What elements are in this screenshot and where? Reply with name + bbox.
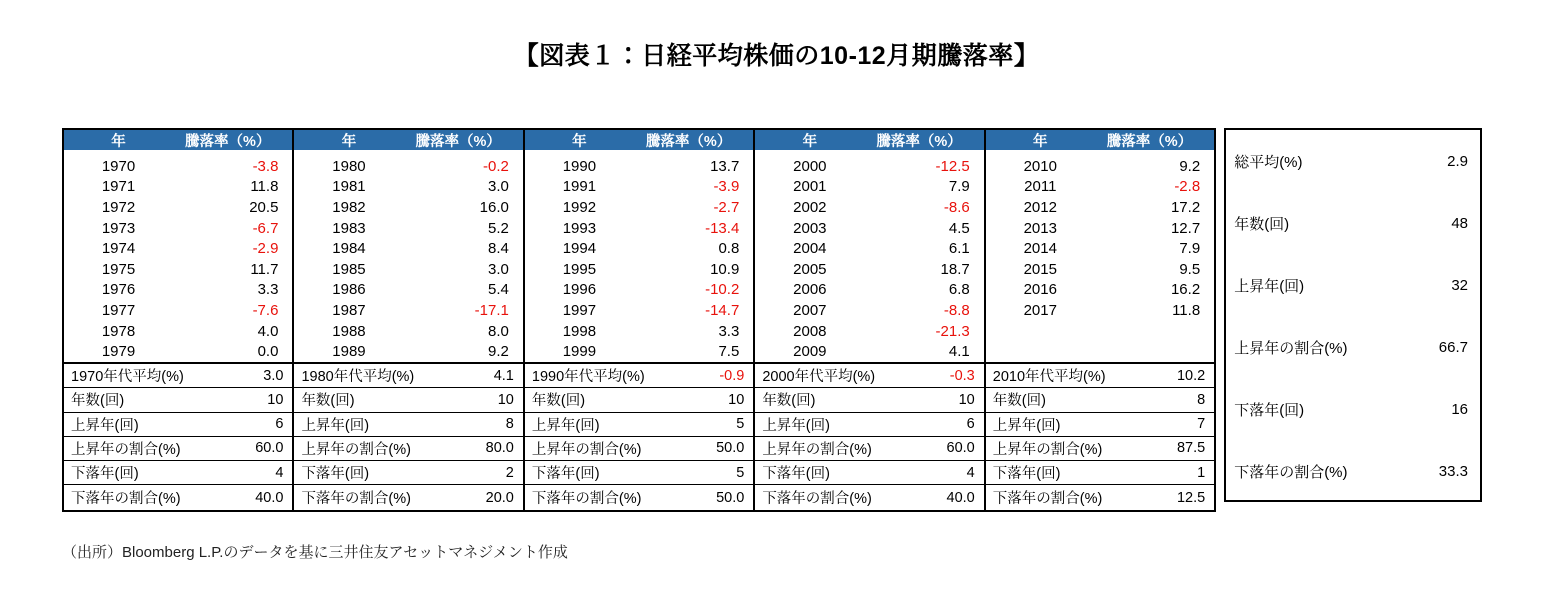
table-row [986,238,1214,259]
header-rate: 騰落率（%） [1106,133,1193,150]
summary-row [294,485,522,509]
cell-year: 2007 [793,301,827,319]
cell-year: 1982 [332,198,366,216]
cell-rate: -21.3 [935,322,970,340]
total-row [1226,316,1480,378]
cell-rate: 8.4 [488,240,509,258]
cell-rate: 9.2 [488,343,509,361]
summary-value: 10 [497,391,514,408]
total-value: 66.7 [1438,338,1468,356]
summary-value: 2 [505,464,514,481]
decade-column [294,130,524,362]
header-rate: 騰落率（%） [645,133,732,150]
cell-year: 1973 [101,219,136,237]
summary-value: 10 [267,391,284,408]
summary-value: 4 [966,464,975,481]
table-row [294,321,522,342]
cell-year: 1978 [101,322,136,340]
summary-value: 10.2 [1176,367,1206,384]
summary-label: 下落年(回) [992,466,1061,483]
cell-rate: 11.8 [1172,301,1201,319]
total-value: 32 [1451,276,1468,294]
cell-rate: 16.0 [479,198,509,216]
table-row [755,238,983,259]
cell-year: 2004 [793,240,827,258]
summary-label: 2010年代平均(%) [992,369,1106,386]
summary-label: 1970年代平均(%) [71,369,184,386]
total-label: 総平均(%) [1234,153,1303,171]
cell-rate: 3.0 [488,260,509,278]
summary-label: 年数(回) [762,393,816,410]
cell-rate: 5.2 [488,219,509,237]
cell-rate: 13.7 [710,157,740,175]
total-value: 48 [1451,214,1468,232]
cell-year: 2003 [793,219,827,237]
cell-year: 1987 [332,301,366,319]
summary-label: 下落年(回) [71,466,139,483]
cell-year: 1970 [101,157,136,175]
summary-row [755,461,983,485]
header-rate: 騰落率（%） [185,133,271,150]
summary-row [986,461,1214,485]
summary-row [64,364,292,388]
cell-year: 1988 [332,322,366,340]
table-row [294,341,522,362]
summary-label: 1990年代平均(%) [531,369,645,386]
table-row [525,321,753,342]
summary-row [986,388,1214,412]
cell-rate: 17.2 [1170,198,1201,216]
cell-year: 2002 [793,198,827,216]
cell-year: 1972 [101,198,136,216]
summary-row [294,388,522,412]
cell-year: 1981 [332,178,366,196]
summary-label: 下落年の割合(%) [71,491,181,508]
column-header [755,130,983,150]
summary-label: 下落年の割合(%) [531,491,642,508]
cell-rate: 3.0 [488,178,509,196]
summary-value: 5 [736,464,745,481]
table-row [64,218,292,239]
summary-column [525,364,755,510]
summary-value: 60.0 [946,440,975,457]
cell-year: 1980 [332,157,366,175]
total-value: 33.3 [1438,462,1468,480]
cell-year: 2010 [1023,157,1057,175]
cell-rate: 6.8 [948,281,970,299]
summary-value: 8 [1197,391,1206,408]
cell-year: 1995 [562,260,597,278]
table-row [294,218,522,239]
summary-value: 10 [728,391,745,408]
table-row [294,259,522,280]
header-year: 年 [111,133,126,150]
summary-row [294,364,522,388]
summary-row [525,485,753,509]
table-row [755,218,983,239]
summary-row [525,437,753,461]
header-year: 年 [572,133,587,150]
table-row [755,177,983,198]
total-label: 年数(回) [1234,215,1290,233]
summary-column [755,364,985,510]
cell-rate: -2.7 [713,198,740,216]
summary-label: 上昇年(回) [301,417,370,434]
table-row [986,218,1214,239]
cell-year: 2005 [793,260,827,278]
summary-value: 80.0 [485,440,514,457]
table-row [986,156,1214,177]
summary-label: 上昇年(回) [762,417,830,434]
summary-label: 年数(回) [71,393,125,410]
cell-year: 1976 [101,281,136,299]
summary-label: 上昇年(回) [71,417,139,434]
cell-year: 1997 [562,301,597,319]
column-header [986,130,1214,150]
column-header [64,130,292,150]
decade-column [755,130,985,362]
summary-value: 40.0 [946,489,975,506]
summary-value: 20.0 [485,489,514,506]
table-row [755,259,983,280]
total-row [1226,130,1480,192]
summary-label: 1980年代平均(%) [301,369,415,386]
decade-column [525,130,755,362]
table-row [755,341,983,362]
cell-rate: 6.1 [948,240,970,258]
summary-value: 40.0 [255,489,284,506]
table-row [294,238,522,259]
header-year: 年 [341,133,357,150]
cell-year: 2017 [1023,301,1057,319]
summary-value: -0.3 [949,367,975,384]
summary-label: 下落年の割合(%) [301,491,411,508]
summary-value: 1 [1197,464,1206,481]
cell-year: 2009 [793,343,827,361]
cell-year: 1992 [562,198,597,216]
summary-label: 上昇年(回) [531,417,600,434]
table-row [64,300,292,321]
summary-row [986,413,1214,437]
cell-year: 1996 [562,281,597,299]
column-header [294,130,522,150]
source-note: （出所）Bloomberg L.P.のデータを基に三井住友アセットマネジメント作成 [62,544,568,561]
cell-year: 1994 [562,240,597,258]
table-row [294,197,522,218]
table-row [986,259,1214,280]
summary-row [294,437,522,461]
table-row [986,197,1214,218]
cell-rate: -3.9 [713,178,740,196]
cell-rate: 7.9 [1179,240,1201,258]
cell-rate: -0.2 [483,157,509,175]
summary-label: 2000年代平均(%) [762,369,876,386]
table-row [294,280,522,301]
table-row [755,280,983,301]
cell-rate: -17.1 [474,301,509,319]
summary-row [525,364,753,388]
cell-year: 1975 [101,260,136,278]
total-row [1226,440,1480,502]
table-row [64,197,292,218]
table-row [525,300,753,321]
summary-value: 6 [275,416,284,433]
summary-row [64,485,292,509]
cell-rate: 18.7 [940,260,970,278]
cell-rate: 5.4 [488,281,509,299]
cell-rate: 11.8 [250,178,279,196]
cell-rate: 8.0 [488,322,509,340]
header-year: 年 [802,133,818,150]
summary-value: 50.0 [716,489,745,506]
table-row [64,321,292,342]
cell-year: 2001 [793,178,827,196]
table-row [525,218,753,239]
column-header [525,130,753,150]
table-row [986,321,1214,342]
total-label: 上昇年(回) [1234,277,1305,295]
total-label: 下落年の割合(%) [1234,463,1348,481]
summary-value: -0.9 [719,367,745,384]
table-row [294,156,522,177]
summary-value: 10 [958,391,975,408]
summary-label: 年数(回) [992,393,1046,410]
cell-rate: 11.7 [250,260,279,278]
cell-rate: 20.5 [249,198,279,216]
table-row [525,197,753,218]
cell-year: 2015 [1023,260,1057,278]
summary-row [64,413,292,437]
cell-rate: -14.7 [705,301,740,319]
summary-row [525,461,753,485]
cell-rate: 3.3 [257,281,279,299]
cell-year: 1993 [562,219,597,237]
cell-rate: 4.1 [948,343,970,361]
summary-row [755,364,983,388]
summary-value: 8 [505,416,514,433]
summary-row [64,437,292,461]
table-row [294,300,522,321]
cell-rate: 7.9 [948,178,970,196]
table-row [64,177,292,198]
cell-year: 2013 [1023,219,1057,237]
cell-year: 1977 [101,301,136,319]
cell-rate: 9.2 [1179,157,1201,175]
summary-row [64,461,292,485]
cell-rate: -10.2 [705,281,740,299]
cell-year: 1998 [562,322,597,340]
summary-row [986,437,1214,461]
summary-row [755,437,983,461]
summary-row [755,485,983,509]
header-rate: 騰落率（%） [876,133,962,150]
table-row [64,259,292,280]
summary-row [64,388,292,412]
cell-rate: -6.7 [252,219,279,237]
table-row [64,280,292,301]
table-row [294,177,522,198]
summary-label: 年数(回) [301,393,355,410]
summary-value: 60.0 [255,440,284,457]
summary-column [64,364,294,510]
cell-rate: -2.8 [1174,178,1201,196]
cell-year: 1979 [101,343,136,361]
summary-value: 4.1 [493,367,514,384]
summary-row [525,413,753,437]
summary-label: 上昇年の割合(%) [762,441,872,458]
cell-year: 1984 [332,240,366,258]
cell-rate: 4.5 [948,219,970,237]
table-row [986,177,1214,198]
cell-rate: -3.8 [252,157,279,175]
summary-value: 5 [736,416,745,433]
summary-value: 6 [966,416,975,433]
summary-label: 下落年(回) [531,466,600,483]
table-row [64,238,292,259]
cell-year: 2008 [793,322,827,340]
summary-row [755,413,983,437]
total-row [1226,254,1480,316]
table-row [755,321,983,342]
table-row [755,197,983,218]
cell-year: 2000 [793,157,827,175]
cell-year: 1999 [562,343,597,361]
cell-rate: -7.6 [252,301,279,319]
cell-rate: 4.0 [257,322,279,340]
summary-value: 7 [1197,416,1206,433]
cell-year: 2011 [1024,178,1057,196]
total-row [1226,192,1480,254]
summary-row [986,485,1214,509]
cell-rate: 0.8 [718,240,740,258]
summary-row [755,388,983,412]
summary-column [986,364,1214,510]
table-row [525,238,753,259]
cell-rate: -12.5 [935,157,970,175]
cell-rate: -8.8 [943,301,970,319]
decade-column [64,130,294,362]
decade-column [986,130,1214,362]
cell-year: 2014 [1023,240,1057,258]
cell-year: 1986 [332,281,366,299]
cell-rate: 0.0 [257,343,279,361]
summary-column [294,364,524,510]
table-row [986,341,1214,362]
cell-year: 1991 [562,178,597,196]
cell-year: 1985 [332,260,366,278]
summary-row [986,364,1214,388]
header-year: 年 [1033,133,1048,150]
summary-row [294,461,522,485]
cell-rate: 10.9 [710,260,740,278]
total-value: 16 [1451,400,1468,418]
table-row [986,280,1214,301]
summary-label: 上昇年の割合(%) [301,441,411,458]
cell-year: 2012 [1023,198,1057,216]
table-row [64,341,292,362]
total-summary-table [1224,128,1482,502]
table-row [64,156,292,177]
summary-label: 上昇年の割合(%) [992,441,1103,458]
table-row [525,341,753,362]
summary-label: 上昇年(回) [992,417,1061,434]
summary-value: 3.0 [263,367,284,384]
summary-label: 上昇年の割合(%) [71,441,181,458]
total-label: 下落年(回) [1234,401,1305,419]
header-rate: 騰落率（%） [415,133,501,150]
cell-year: 1983 [332,219,366,237]
cell-year: 1974 [101,240,136,258]
summary-value: 87.5 [1176,440,1206,457]
decade-rate-table [62,128,1216,364]
decade-tables-block [62,128,1216,512]
cell-rate: 7.5 [718,343,740,361]
total-label: 上昇年の割合(%) [1234,339,1348,357]
cell-year: 1990 [562,157,597,175]
figure-container [62,128,1482,512]
cell-rate: 12.7 [1170,219,1201,237]
cell-year: 1971 [101,178,136,196]
summary-label: 下落年(回) [762,466,830,483]
summary-label: 下落年(回) [301,466,370,483]
table-row [525,177,753,198]
cell-rate: -8.6 [943,198,970,216]
summary-row [525,388,753,412]
table-row [525,280,753,301]
summary-label: 上昇年の割合(%) [531,441,642,458]
summary-label: 下落年の割合(%) [762,491,872,508]
cell-rate: -2.9 [252,240,279,258]
cell-year: 2016 [1023,281,1057,299]
page-title: 【図表１：日経平均株価の10-12月期騰落率】 [513,42,1040,70]
table-row [755,156,983,177]
summary-value: 12.5 [1176,489,1206,506]
total-row [1226,378,1480,440]
decade-summary-table [62,364,1216,512]
table-row [525,156,753,177]
cell-rate: 3.3 [718,322,740,340]
cell-year: 1989 [332,343,366,361]
table-row [986,300,1214,321]
cell-year: 2006 [793,281,827,299]
table-row [755,300,983,321]
cell-rate: 9.5 [1179,260,1201,278]
summary-value: 4 [275,464,284,481]
table-row [525,259,753,280]
cell-rate: 16.2 [1170,281,1201,299]
total-value: 2.9 [1447,152,1468,170]
summary-label: 下落年の割合(%) [992,491,1103,508]
summary-row [294,413,522,437]
summary-label: 年数(回) [531,393,586,410]
summary-value: 50.0 [716,440,745,457]
cell-rate: -13.4 [705,219,740,237]
